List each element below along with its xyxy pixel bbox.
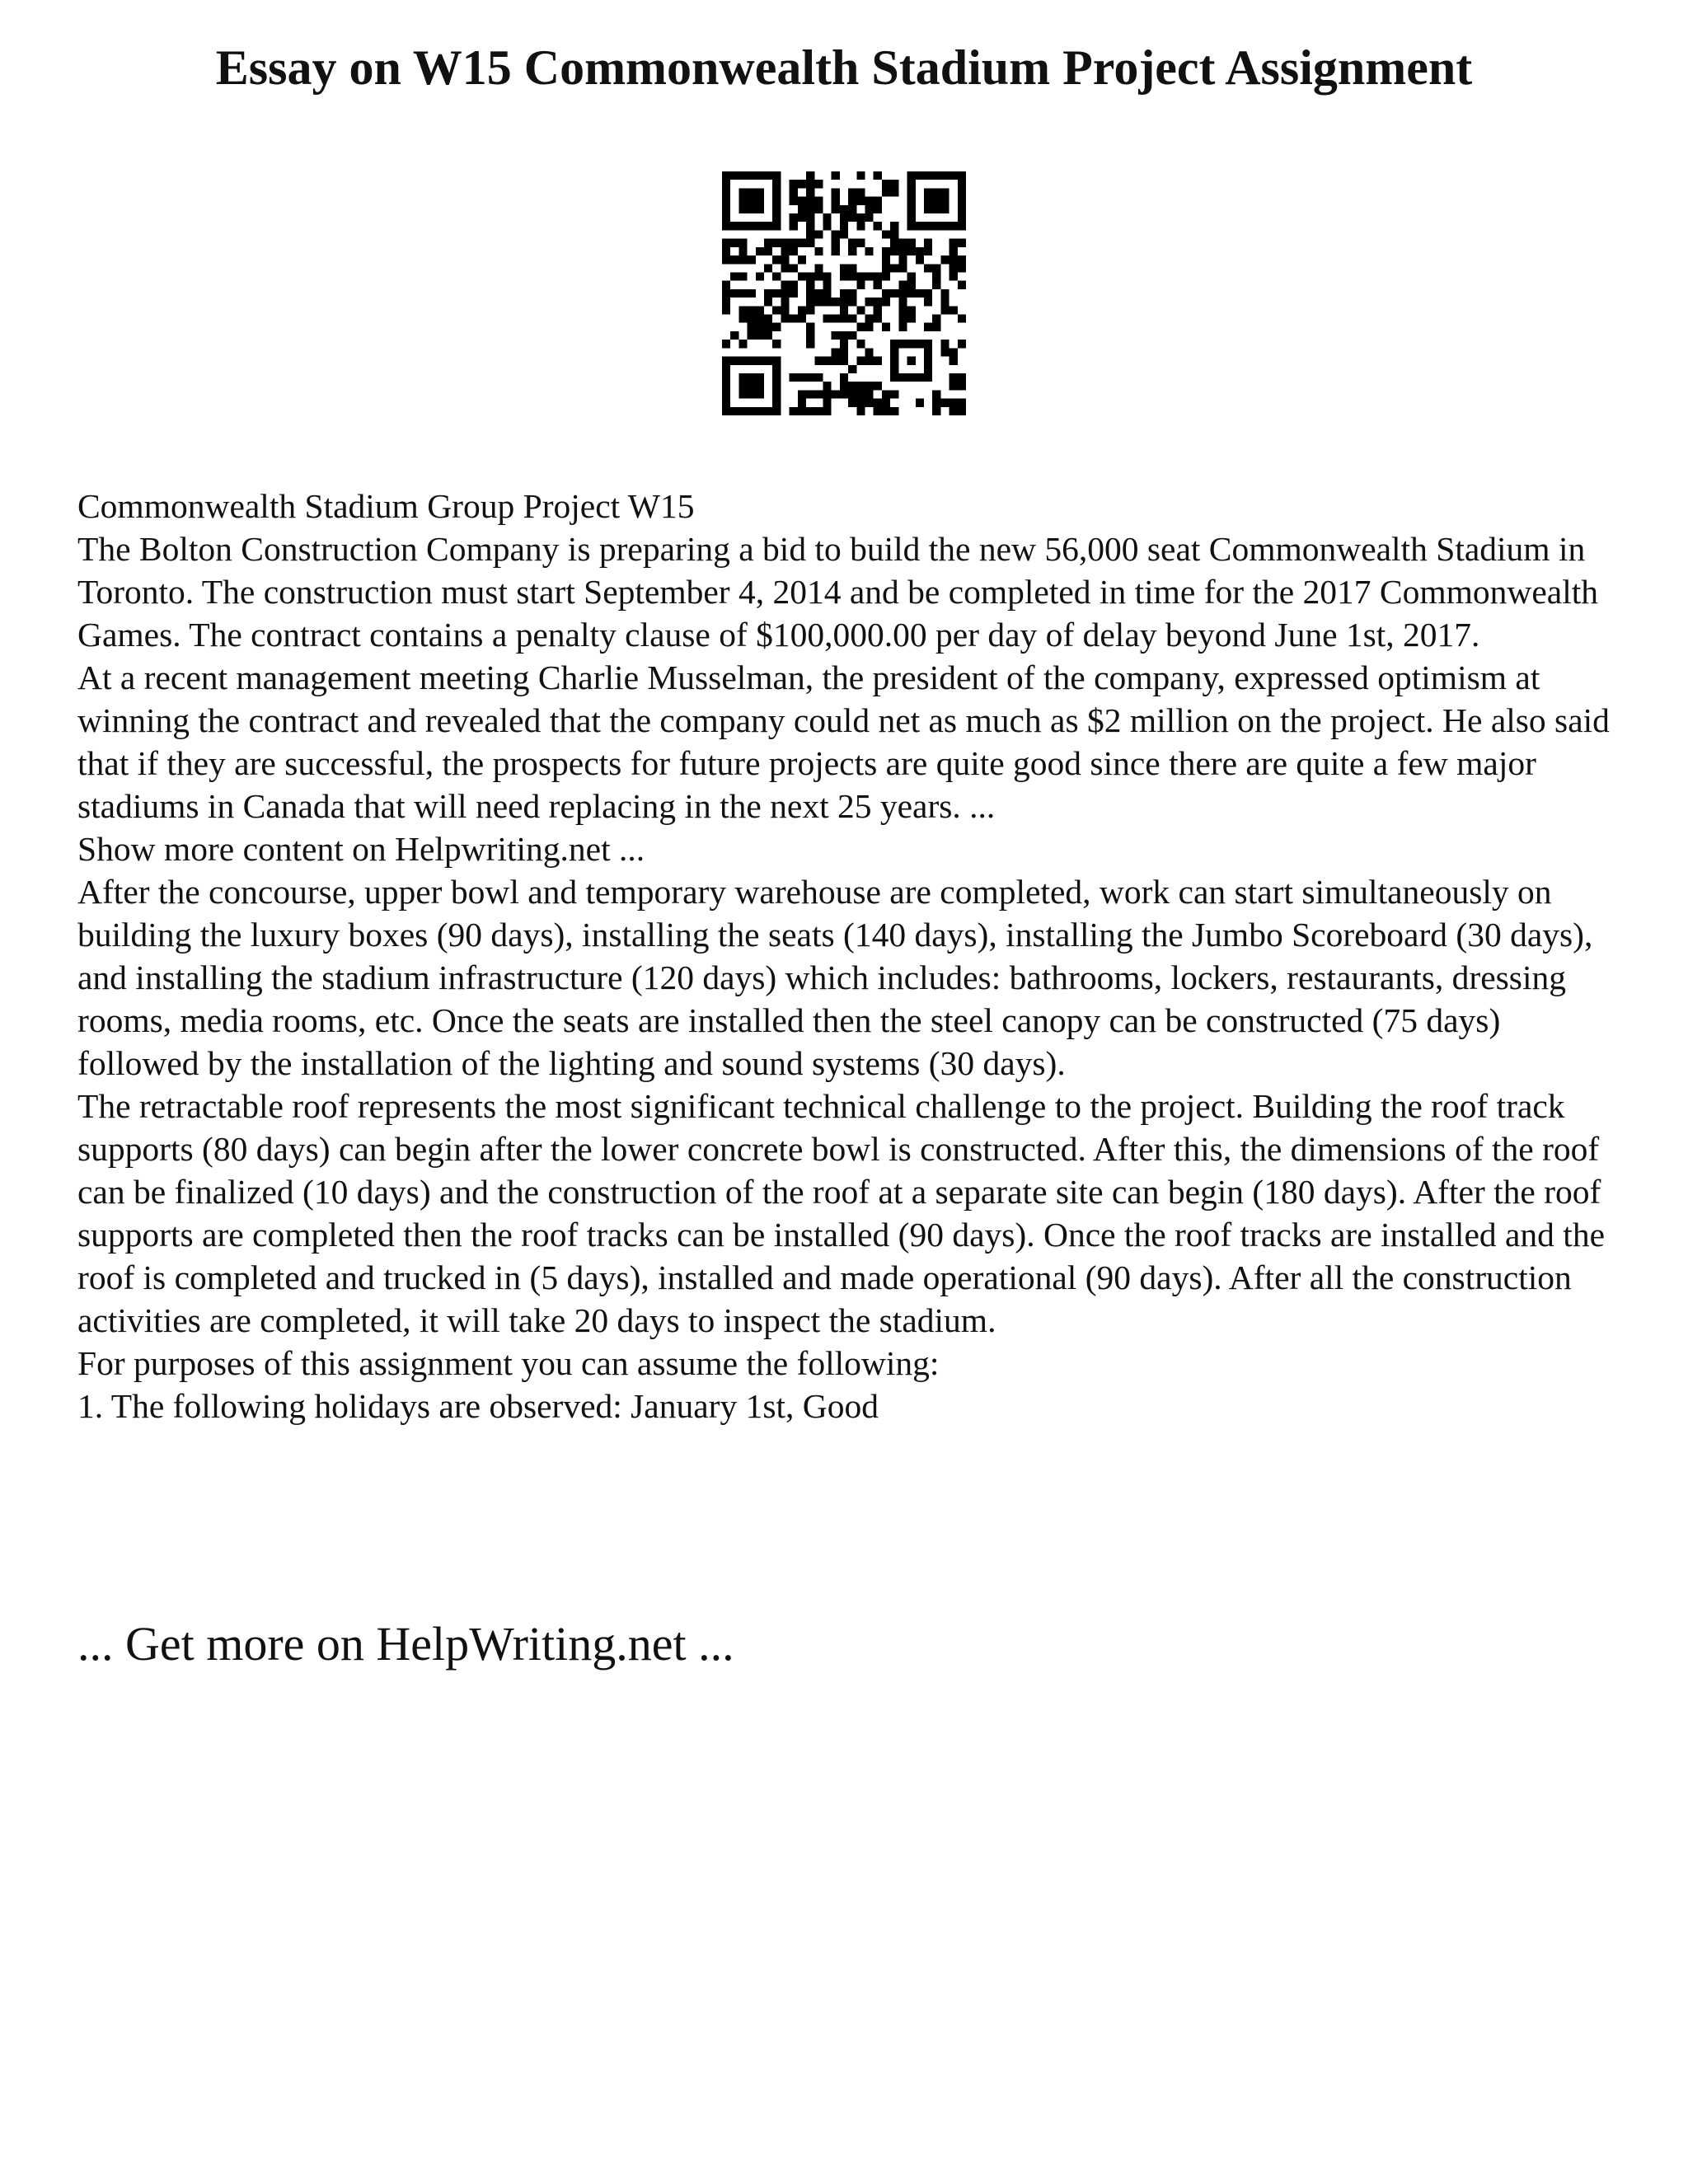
show-more-link[interactable]: Show more content on Helpwriting.net ... [77,830,645,868]
qr-code-icon [722,171,966,415]
paragraph-holidays: 1. The following holidays are observed: January 1st, Good [77,1387,879,1425]
document-title: Essay on W15 Commonwealth Stadium Project Assignment [215,40,1473,95]
paragraph-retractable-roof: The retractable roof represents the most significant technical challenge to the project. Building the roof track supports (80 days) can begin after the lower concrete bowl is constructed. After this, the dimensions of the roof can be finalized (10 days) and the construction of the roof at a separate site can begin (180 days). After the roof supports are completed then the roof tracks can be installed (90 days). Once the roof tracks are installed and the roof is completed and trucked in (5 days), installed and made operational (90 days). After all the construction activities are completed, it will take 20 days to inspect the stadium. [77,1087,1605,1339]
paragraph-intro: The Bolton Construction Company is preparing a bid to build the new 56,000 seat Commonwealth Stadium in Toronto. The construction must start September 4, 2014 and be completed in time for the 2017 Commonwealth Games. The contract contains a penalty clause of $100,000.00 per day of delay beyond June 1st, 2017. [77,530,1599,654]
get-more-link[interactable]: ... Get more on HelpWriting.net ... [77,1617,734,1671]
paragraph-concourse-work: After the concourse, upper bowl and temporary warehouse are completed, work can start simultaneously on building the luxury boxes (90 days), installing the seats (140 days), installing the Jumbo Scoreboard (30 days), and installing the stadium infrastructure (120 days) which includes: bathrooms, lockers, restaurants, dressing rooms, media rooms, etc. Once the seats are installed then the steel canopy can be constructed (75 days) followed by the installation of the lighting and sound systems (30 days). [77,873,1593,1082]
project-heading: Commonwealth Stadium Group Project W15 [77,487,695,525]
document-body [77,485,1627,1427]
paragraph-assumptions: For purposes of this assignment you can assume the following: [77,1344,940,1382]
paragraph-management-meeting: At a recent management meeting Charlie Musselman, the president of the company, expressed optimism at winning the contract and revealed that the company could net as much as $2 million on the project. He also said that if they are successful, the prospects for future projects are quite good since there are quite a few major stadiums in Canada that will need replacing in the next 25 years. ... [77,658,1610,825]
